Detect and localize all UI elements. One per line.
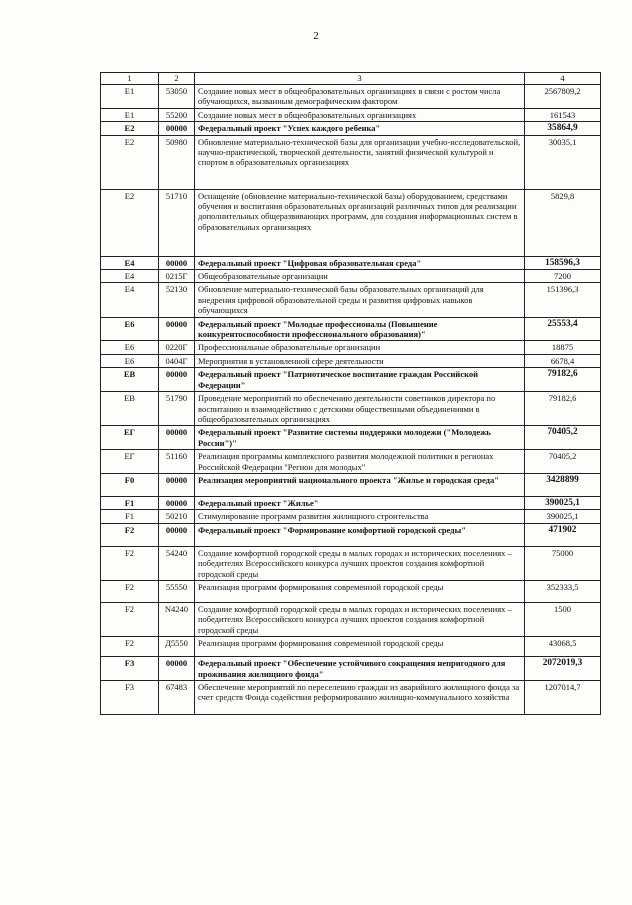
row-description: Создание новых мест в общеобразовательных организациях в связи с ростом числа обучающихся, вызванным демографическим фактором	[195, 85, 525, 109]
row-description: Федеральный проект "Развитие системы поддержки молодежи ("Молодежь России")"	[195, 426, 525, 450]
row-subcode: 00000	[159, 523, 195, 546]
row-description: Проведение мероприятий по обеспечению деятельности советников директора по воспитанию и взаимодействию с детскими общественными объединениями в общеобразовательных организациях	[195, 392, 525, 426]
row-description: Реализация программы комплексного развития молодежной политики в регионах Российской Федерации "Регион для молодых"	[195, 450, 525, 474]
row-code: E6	[101, 354, 159, 367]
row-code: EB	[101, 368, 159, 392]
row-subcode: 00000	[159, 368, 195, 392]
row-description: Реализация программ формирования современной городской среды	[195, 637, 525, 657]
row-amount: 75000	[525, 546, 601, 580]
row-code: E2	[101, 135, 159, 189]
row-description: Стимулирование программ развития жилищного строительства	[195, 510, 525, 523]
page-number: 2	[313, 30, 319, 42]
row-subcode: 0220Г	[159, 341, 195, 354]
row-amount: 43068,5	[525, 637, 601, 657]
row-description: Федеральный проект "Цифровая образовательная среда"	[195, 256, 525, 269]
row-subcode: 00000	[159, 496, 195, 509]
row-amount: 471902	[525, 523, 601, 546]
row-description: Федеральный проект "Молодые профессионалы (Повышение конкурентоспособности профессионального образования)"	[195, 317, 525, 341]
row-subcode: 55200	[159, 108, 195, 121]
row-description: Обновление материально-технической базы для организации учебно-исследовательской, научно-практической, творческой деятельности, занятий физической культурой и спортом в образовательных организациях	[195, 135, 525, 189]
row-code: F3	[101, 681, 159, 715]
row-code: EГ	[101, 426, 159, 450]
row-subcode: 53050	[159, 85, 195, 109]
row-code: F0	[101, 473, 159, 496]
row-amount: 1207014,7	[525, 681, 601, 715]
table-row	[101, 392, 601, 426]
table-row	[101, 122, 601, 135]
row-code: EГ	[101, 450, 159, 474]
header-col-4: 4	[525, 73, 601, 85]
row-code: EB	[101, 392, 159, 426]
table-row	[101, 523, 601, 546]
row-code: F1	[101, 510, 159, 523]
table-row	[101, 85, 601, 109]
row-subcode: 00000	[159, 657, 195, 681]
table-row	[101, 270, 601, 283]
header-col-3: 3	[195, 73, 525, 85]
row-amount: 2567809,2	[525, 85, 601, 109]
row-subcode: Д5550	[159, 637, 195, 657]
table-row	[101, 135, 601, 189]
row-amount: 79182,6	[525, 392, 601, 426]
table-row	[101, 283, 601, 317]
row-amount: 79182,6	[525, 368, 601, 392]
row-description: Реализация программ формирования современной городской среды	[195, 580, 525, 602]
row-amount: 7200	[525, 270, 601, 283]
row-subcode: 00000	[159, 317, 195, 341]
table-row	[101, 580, 601, 602]
row-amount: 18875	[525, 341, 601, 354]
row-code: E6	[101, 341, 159, 354]
budget-table	[100, 72, 601, 715]
row-code: E1	[101, 108, 159, 121]
row-subcode: 67483	[159, 681, 195, 715]
row-description: Федеральный проект "Жилье"	[195, 496, 525, 509]
row-code: F2	[101, 580, 159, 602]
row-description: Федеральный проект "Патриотическое воспитание граждан Российской Федерации"	[195, 368, 525, 392]
table-row	[101, 473, 601, 496]
row-description: Оснащение (обновление материально-технической базы) оборудованием, средствами обучения и воспитания образовательных организаций различных типов для реализации дополнительных общеразвивающих программ, для создания информационных систем в образовательных организациях	[195, 189, 525, 256]
row-description: Мероприятия в установленной сфере деятельности	[195, 354, 525, 367]
table-row	[101, 450, 601, 474]
row-amount: 151396,3	[525, 283, 601, 317]
row-amount: 6678,4	[525, 354, 601, 367]
row-amount: 5829,8	[525, 189, 601, 256]
row-amount: 161543	[525, 108, 601, 121]
header-col-1: 1	[101, 73, 159, 85]
table-row	[101, 317, 601, 341]
row-code: F3	[101, 657, 159, 681]
row-code: F2	[101, 523, 159, 546]
table-row	[101, 368, 601, 392]
row-subcode: 0215Г	[159, 270, 195, 283]
row-description: Федеральный проект "Обеспечение устойчивого сокращения непригодного для проживания жилищного фонда"	[195, 657, 525, 681]
table-row	[101, 354, 601, 367]
row-subcode: 00000	[159, 122, 195, 135]
row-amount: 30035,1	[525, 135, 601, 189]
table-row	[101, 657, 601, 681]
row-amount: 158596,3	[525, 256, 601, 269]
row-description: Профессиональные образовательные организации	[195, 341, 525, 354]
row-subcode: 52130	[159, 283, 195, 317]
row-description: Реализация мероприятий национального проекта "Жилье и городская среда"	[195, 473, 525, 496]
row-code: E2	[101, 122, 159, 135]
row-description: Обновление материально-технической базы образовательных организаций для внедрения цифровой образовательной среды и развития цифровых навыков обучающихся	[195, 283, 525, 317]
row-code: F2	[101, 546, 159, 580]
row-code: E6	[101, 317, 159, 341]
row-code: F2	[101, 637, 159, 657]
row-amount: 70405,2	[525, 450, 601, 474]
row-description: Обеспечение мероприятий по переселению граждан из аварийного жилищного фонда за счет средств Фонда содействия реформированию жилищно-коммунального хозяйства	[195, 681, 525, 715]
row-amount: 25553,4	[525, 317, 601, 341]
table-row	[101, 256, 601, 269]
table-row	[101, 681, 601, 715]
row-subcode: 00000	[159, 256, 195, 269]
row-description: Создание комфортной городской среды в малых городах и исторических поселениях – победителях Всероссийского конкурса лучших проектов создания комфортной городской среды	[195, 546, 525, 580]
row-code: E2	[101, 189, 159, 256]
row-description: Создание комфортной городской среды в малых городах и исторических поселениях – победителях Всероссийского конкурса лучших проектов создания комфортной городской среды	[195, 602, 525, 636]
row-subcode: 50210	[159, 510, 195, 523]
row-subcode: 50980	[159, 135, 195, 189]
row-description: Федеральный проект "Формирование комфортной городской среды"	[195, 523, 525, 546]
row-subcode: N4240	[159, 602, 195, 636]
header-col-2: 2	[159, 73, 195, 85]
table-row	[101, 426, 601, 450]
row-amount: 70405,2	[525, 426, 601, 450]
row-code: E4	[101, 283, 159, 317]
row-subcode: 0404Г	[159, 354, 195, 367]
row-subcode: 00000	[159, 426, 195, 450]
row-amount: 3428899	[525, 473, 601, 496]
table-row	[101, 546, 601, 580]
table-row	[101, 341, 601, 354]
row-subcode: 00000	[159, 473, 195, 496]
row-code: F1	[101, 496, 159, 509]
row-amount: 390025,1	[525, 496, 601, 509]
row-subcode: 51790	[159, 392, 195, 426]
row-amount: 1500	[525, 602, 601, 636]
row-code: F2	[101, 602, 159, 636]
row-subcode: 55550	[159, 580, 195, 602]
table-row	[101, 108, 601, 121]
row-code: E1	[101, 85, 159, 109]
row-description: Общеобразовательные организации	[195, 270, 525, 283]
row-amount: 2072019,3	[525, 657, 601, 681]
table-header-row	[101, 73, 601, 85]
row-code: E4	[101, 270, 159, 283]
table-row	[101, 602, 601, 636]
row-subcode: 51160	[159, 450, 195, 474]
row-amount: 35864,9	[525, 122, 601, 135]
row-subcode: 54240	[159, 546, 195, 580]
row-description: Создание новых мест в общеобразовательных организациях	[195, 108, 525, 121]
table-row	[101, 496, 601, 509]
table-row	[101, 189, 601, 256]
row-code: E4	[101, 256, 159, 269]
row-description: Федеральный проект "Успех каждого ребенка"	[195, 122, 525, 135]
row-subcode: 51710	[159, 189, 195, 256]
table-row	[101, 637, 601, 657]
row-amount: 352333,5	[525, 580, 601, 602]
row-amount: 390025,1	[525, 510, 601, 523]
table-row	[101, 510, 601, 523]
